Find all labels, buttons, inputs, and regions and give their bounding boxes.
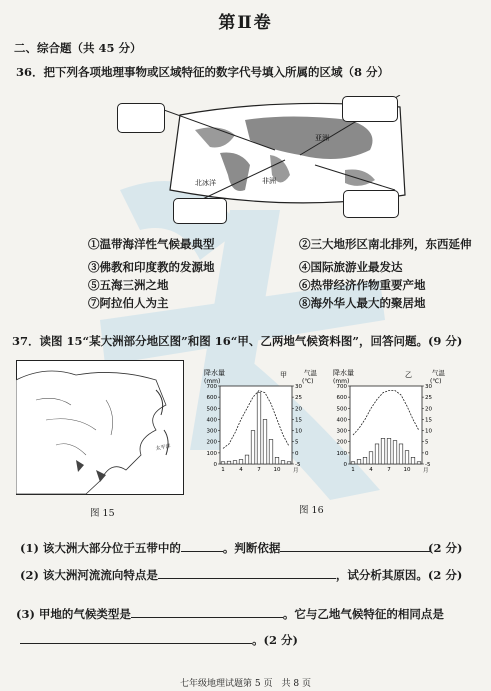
yi-temp-tick-label: 20 — [425, 406, 432, 413]
yi-precip-bar — [363, 457, 367, 464]
jia-precip-tick-label: 0 — [213, 462, 217, 468]
jia-temp-tick-label: 15 — [295, 417, 302, 424]
a2-prefix: (2) 该大洲河流流向特点是 — [20, 568, 158, 582]
answer-box-tr[interactable] — [342, 96, 398, 122]
a3-suffix: 。它与乙地气候特征的相同点是 — [282, 607, 444, 621]
fig15-pacific-label: 太平洋 — [155, 443, 172, 452]
yi-temp-tick-label: 15 — [425, 417, 432, 424]
option-8: ⑧海外华人最大的聚居地 — [299, 296, 426, 310]
yi-precip-bar — [405, 451, 409, 464]
answer-line-3b — [20, 632, 298, 648]
yi-month-label: 7 — [387, 467, 391, 473]
yi-precip-bar — [375, 444, 379, 464]
option-1: ①温带海洋性气候最典型 — [88, 237, 215, 251]
yi-precip-bar — [411, 457, 415, 464]
jia-precip-tick-label: 500 — [206, 406, 217, 413]
answer-box-br[interactable] — [343, 190, 399, 218]
paper-title: 第Ⅱ卷 — [218, 13, 273, 33]
jia-month-label: 10 — [273, 467, 281, 473]
yi-precip-tick-label: 500 — [336, 406, 347, 413]
answer-box-tl[interactable] — [117, 103, 165, 133]
yi-temp-unit: (℃) — [430, 378, 442, 385]
a3-score: 。(2 分) — [252, 633, 298, 647]
yi-temp-tick-label: 30 — [425, 384, 432, 390]
figure-15-caption: 图 15 — [90, 508, 115, 519]
figure-16-climate-charts — [200, 368, 460, 480]
yi-month-label: 1 — [351, 467, 355, 473]
jia-precip-tick-label: 300 — [206, 428, 217, 435]
a2-suffix: ，试分析其原因。(2 分) — [335, 568, 463, 582]
yi-precip-tick-label: 700 — [336, 384, 347, 390]
climate-chart-jia — [207, 384, 303, 474]
jia-precip-label: 降水量 — [204, 369, 225, 377]
jia-precip-bar — [287, 462, 291, 464]
option-3: ③佛教和印度教的发源地 — [88, 260, 215, 274]
answer-line-1 — [20, 540, 430, 556]
jia-temp-tick-label: 25 — [295, 395, 302, 402]
jia-precip-bar — [251, 431, 255, 464]
jia-precip-bar — [281, 461, 285, 464]
yi-precip-bar — [399, 444, 403, 464]
jia-temp-tick-label: 10 — [295, 428, 302, 435]
option-4: ④国际旅游业最发达 — [299, 260, 403, 274]
yi-temp-tick-label: 0 — [425, 450, 429, 457]
yi-precip-bar — [381, 438, 385, 464]
map-label-asia: 亚洲 — [315, 134, 329, 142]
question-36: 36．把下列各项地理事物或区域特征的数字代号填入所属的区域（8 分） — [16, 65, 390, 79]
yi-temp-tick-label: -5 — [425, 462, 431, 468]
jia-month-label: 7 — [257, 467, 261, 473]
yi-precip-unit: (mm) — [333, 378, 350, 385]
yi-month-label: 10 — [403, 467, 411, 473]
yi-precip-bar — [369, 452, 373, 464]
yi-precip-bar — [351, 462, 355, 464]
yi-frame — [350, 386, 422, 464]
a3-prefix: (3) 甲地的气候类型是 — [16, 607, 131, 621]
page-footer: 七年级地理试题第 5 页 共 8 页 — [180, 679, 311, 689]
option-5: ⑤五海三洲之地 — [88, 278, 169, 292]
yi-precip-bar — [417, 462, 421, 464]
yi-temp-tick-label: 25 — [425, 395, 432, 402]
figure-16-caption: 图 16 — [299, 505, 324, 516]
yi-month-unit: 月 — [423, 468, 429, 474]
jia-precip-bar — [227, 461, 231, 464]
yi-temp-tick-label: 10 — [425, 428, 432, 435]
a1-prefix: (1) 该大洲大部分位于五带中的 — [20, 541, 181, 555]
a3-blank-climate[interactable] — [131, 617, 283, 618]
jia-month-label: 1 — [221, 467, 225, 473]
jia-precip-tick-label: 100 — [206, 450, 217, 457]
a1-blank-reason[interactable] — [280, 551, 430, 552]
jia-precip-bar — [263, 419, 267, 464]
a1-score: (2 分) — [428, 541, 463, 555]
a1-blank-zone[interactable] — [181, 551, 223, 552]
option-6: ⑥热带经济作物重要产地 — [299, 278, 426, 292]
jia-precip-tick-label: 600 — [206, 395, 217, 402]
yi-precip-tick-label: 0 — [343, 462, 347, 468]
answer-line-3 — [16, 606, 444, 622]
jia-temp-tick-label: 30 — [295, 384, 302, 390]
yi-month-label: 4 — [369, 467, 373, 473]
yi-precip-label: 降水量 — [333, 369, 354, 377]
answer-box-bl[interactable] — [173, 198, 227, 224]
jia-temp-tick-label: -5 — [295, 462, 301, 468]
climate-chart-yi — [337, 384, 433, 474]
yi-precip-tick-label: 400 — [336, 417, 347, 424]
yi-temp-label: 气温 — [432, 369, 445, 377]
option-7: ⑦阿拉伯人为主 — [88, 296, 169, 310]
jia-temp-unit: (℃) — [302, 378, 314, 385]
yi-precip-tick-label: 600 — [336, 395, 347, 402]
yi-temp-tick-label: 5 — [425, 439, 429, 446]
question-37: 37．读图 15“某大洲部分地区图”和图 16“甲、乙两地气候资料图”，回答问题。(9 分) — [12, 334, 463, 348]
yi-precip-tick-label: 200 — [336, 439, 347, 446]
yi-station-label: 乙 — [405, 371, 412, 379]
jia-precip-bar — [245, 455, 249, 464]
a1-middle: 。判断依据 — [222, 541, 281, 555]
yi-precip-bar — [393, 441, 397, 464]
a2-blank-rivers[interactable] — [158, 578, 336, 579]
yi-precip-bar — [387, 438, 391, 464]
figure-15-map — [16, 360, 184, 495]
yi-precip-bar — [357, 460, 361, 464]
jia-month-unit: 月 — [293, 468, 299, 474]
jia-precip-bar — [275, 457, 279, 464]
jia-precip-tick-label: 400 — [206, 417, 217, 424]
jia-precip-tick-label: 200 — [206, 439, 217, 446]
a3-blank-similarity[interactable] — [20, 643, 252, 644]
yi-precip-tick-label: 300 — [336, 428, 347, 435]
yi-precip-tick-label: 100 — [336, 450, 347, 457]
jia-precip-tick-label: 700 — [206, 384, 217, 390]
jia-precip-bar — [221, 462, 225, 464]
section-heading: 二、综合题（共 45 分） — [14, 41, 142, 55]
option-2: ②三大地形区南北排列，东西延伸 — [299, 237, 472, 251]
map-label-arctic: 北冰洋 — [195, 179, 216, 187]
jia-temp-tick-label: 5 — [295, 439, 299, 446]
jia-precip-unit: (mm) — [204, 378, 221, 385]
jia-temp-tick-label: 0 — [295, 450, 299, 457]
jia-station-label: 甲 — [280, 371, 287, 379]
map-label-africa: 非洲 — [262, 177, 276, 185]
jia-precip-bar — [239, 460, 243, 464]
jia-precip-bar — [233, 461, 237, 464]
jia-precip-bar — [269, 439, 273, 464]
answer-line-2 — [20, 567, 462, 583]
jia-temp-label: 气温 — [304, 369, 317, 377]
jia-precip-bar — [257, 393, 261, 464]
jia-temp-tick-label: 20 — [295, 406, 302, 413]
jia-frame — [220, 386, 292, 464]
jia-month-label: 4 — [239, 467, 243, 473]
